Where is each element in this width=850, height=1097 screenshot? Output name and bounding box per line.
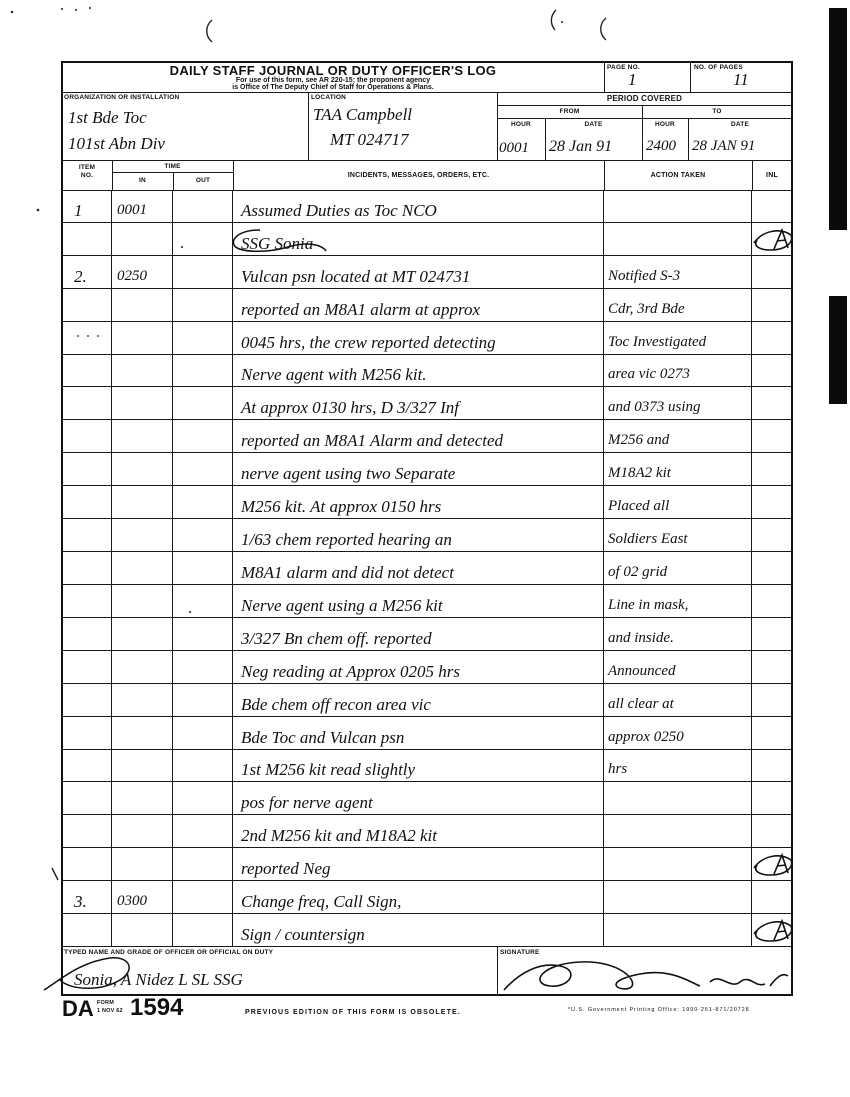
action-taken-cell: Soldiers East xyxy=(604,519,752,551)
incident-text-cell: SSG Sonia xyxy=(233,223,604,255)
action-taken-cell: Notified S-3 xyxy=(604,256,752,288)
time-in-cell xyxy=(112,684,173,716)
time-in-cell xyxy=(112,519,173,551)
initials-cell xyxy=(752,190,792,222)
item-number-cell xyxy=(62,585,112,617)
time-out-cell xyxy=(173,782,233,814)
initials-cell xyxy=(752,717,792,749)
initials-cell xyxy=(752,750,792,782)
location-line-1: TAA Campbell xyxy=(313,105,413,124)
initials-cell xyxy=(752,420,792,452)
incident-text-cell: Bde chem off recon area vic xyxy=(233,684,604,716)
action-taken-cell xyxy=(604,223,752,255)
column-initials-label: INL xyxy=(766,172,778,179)
time-in-cell: 0001 xyxy=(112,190,173,222)
item-number-cell xyxy=(62,618,112,650)
time-out-cell xyxy=(173,717,233,749)
time-in-cell xyxy=(112,815,173,847)
action-taken-cell: of 02 grid xyxy=(604,552,752,584)
location-label: LOCATION xyxy=(311,94,347,101)
incident-text-cell: At approx 0130 hrs, D 3/327 Inf xyxy=(233,387,604,419)
initials-cell xyxy=(752,453,792,485)
to-hour-value: 2400 xyxy=(646,138,676,154)
rule-line xyxy=(690,62,691,92)
form-word: FORM xyxy=(97,1000,114,1006)
action-taken-cell xyxy=(604,190,752,222)
handwritten-loop-mark xyxy=(228,226,328,256)
to-date-label: DATE xyxy=(730,121,749,128)
time-out-cell xyxy=(173,420,233,452)
time-in-cell xyxy=(112,651,173,683)
incident-text-cell: pos for nerve agent xyxy=(233,782,604,814)
from-date-value: 28 Jan 91 xyxy=(549,138,613,155)
column-item-label-2: NO. xyxy=(80,172,94,179)
log-entry-row xyxy=(62,453,792,486)
time-out-cell xyxy=(173,190,233,222)
period-from-label: FROM xyxy=(559,108,580,115)
log-entry-row xyxy=(62,914,792,947)
item-number-cell xyxy=(62,355,112,387)
log-entry-row xyxy=(62,684,792,717)
action-taken-cell: M18A2 kit xyxy=(604,453,752,485)
log-entry-row xyxy=(62,289,792,322)
time-in-cell xyxy=(112,717,173,749)
action-taken-cell: all clear at xyxy=(604,684,752,716)
log-entry-row xyxy=(62,815,792,848)
action-taken-cell: Placed all xyxy=(604,486,752,518)
action-taken-cell xyxy=(604,782,752,814)
log-entry-row xyxy=(62,256,792,289)
obsolete-notice: PREVIOUS EDITION OF THIS FORM IS OBSOLETE. xyxy=(245,1009,461,1016)
incident-text-cell: 3/327 Bn chem off. reported xyxy=(233,618,604,650)
item-number-cell xyxy=(62,717,112,749)
location-line-2: MT 024717 xyxy=(330,130,409,149)
item-number-cell xyxy=(62,750,112,782)
time-in-cell xyxy=(112,355,173,387)
initials-mark xyxy=(752,850,792,878)
item-number-cell xyxy=(62,322,112,354)
time-out-cell xyxy=(173,256,233,288)
log-entry-row xyxy=(62,717,792,750)
time-out-cell xyxy=(173,552,233,584)
log-entry-row xyxy=(62,322,792,355)
item-number-cell xyxy=(62,420,112,452)
scan-edge-bar xyxy=(829,296,847,404)
time-in-cell xyxy=(112,387,173,419)
to-date-value: 28 JAN 91 xyxy=(692,138,756,154)
time-in-cell xyxy=(112,848,173,880)
initials-cell xyxy=(752,519,792,551)
time-out-cell xyxy=(173,651,233,683)
item-number-cell xyxy=(62,387,112,419)
incident-text-cell: 0045 hrs, the crew reported detecting xyxy=(233,322,604,354)
time-out-cell xyxy=(173,387,233,419)
initials-cell xyxy=(752,256,792,288)
log-entry-row xyxy=(62,420,792,453)
item-number-cell xyxy=(62,914,112,946)
rule-line xyxy=(308,92,309,160)
organization-line-2: 101st Abn Div xyxy=(68,134,165,153)
initials-cell xyxy=(752,322,792,354)
time-out-cell xyxy=(173,322,233,354)
period-covered-label: PERIOD COVERED xyxy=(606,94,683,103)
time-in-cell xyxy=(112,322,173,354)
initials-mark xyxy=(752,225,792,253)
action-taken-cell: Line in mask, xyxy=(604,585,752,617)
time-out-cell xyxy=(173,355,233,387)
time-out-cell xyxy=(173,684,233,716)
form-edition-date: 1 NOV 62 xyxy=(97,1008,123,1014)
incident-text-cell: nerve agent using two Separate xyxy=(233,453,604,485)
log-entry-row xyxy=(62,552,792,585)
signature-mark xyxy=(500,952,790,994)
incident-text-cell: Sign / countersign xyxy=(233,914,604,946)
rule-line xyxy=(497,105,792,106)
time-in-cell: 0250 xyxy=(112,256,173,288)
time-in-cell xyxy=(112,750,173,782)
initials-cell xyxy=(752,552,792,584)
initials-cell xyxy=(752,355,792,387)
incident-text-cell: Bde Toc and Vulcan psn xyxy=(233,717,604,749)
incident-text-cell: 2nd M256 kit and M18A2 kit xyxy=(233,815,604,847)
from-hour-value: 0001 xyxy=(499,140,529,156)
initials-cell xyxy=(752,848,792,880)
log-entry-row xyxy=(62,486,792,519)
log-entry-row xyxy=(62,848,792,881)
from-date-label: DATE xyxy=(584,121,603,128)
initials-cell xyxy=(752,881,792,913)
time-out-cell xyxy=(173,848,233,880)
action-taken-cell: Toc Investigated xyxy=(604,322,752,354)
page-no-value: 1 xyxy=(628,70,637,89)
initials-cell xyxy=(752,585,792,617)
time-out-cell xyxy=(173,486,233,518)
log-entry-row xyxy=(62,387,792,420)
action-taken-cell xyxy=(604,815,752,847)
time-out-cell xyxy=(173,914,233,946)
time-out-cell xyxy=(173,453,233,485)
log-entry-row xyxy=(62,585,792,618)
time-out-cell xyxy=(173,881,233,913)
time-out-cell xyxy=(173,618,233,650)
incident-text-cell: M256 kit. At approx 0150 hrs xyxy=(233,486,604,518)
column-time-in-label: IN xyxy=(139,177,146,184)
initials-cell xyxy=(752,387,792,419)
item-number-cell xyxy=(62,289,112,321)
action-taken-cell: hrs xyxy=(604,750,752,782)
time-out-cell xyxy=(173,289,233,321)
log-entries-table xyxy=(62,190,792,947)
form-title: DAILY STAFF JOURNAL OR DUTY OFFICER'S LOG xyxy=(169,63,497,78)
item-number-cell: 2. xyxy=(62,256,112,288)
time-in-cell xyxy=(112,420,173,452)
signature-label: SIGNATURE xyxy=(500,949,540,956)
incident-text-cell: M8A1 alarm and did not detect xyxy=(233,552,604,584)
log-entry-row xyxy=(62,223,792,256)
time-in-cell xyxy=(112,289,173,321)
column-time-label: TIME xyxy=(164,163,181,170)
initials-cell xyxy=(752,914,792,946)
item-number-cell xyxy=(62,223,112,255)
incident-text-cell: 1/63 chem reported hearing an xyxy=(233,519,604,551)
column-time-out-label: OUT xyxy=(195,177,211,184)
initials-cell xyxy=(752,815,792,847)
time-in-cell: 0300 xyxy=(112,881,173,913)
log-entry-row xyxy=(62,355,792,388)
incident-text-cell: Nerve agent using a M256 kit xyxy=(233,585,604,617)
time-in-cell xyxy=(112,618,173,650)
item-number-cell: 1 xyxy=(62,190,112,222)
no-of-pages-value: 11 xyxy=(733,70,749,89)
log-entry-row xyxy=(62,750,792,783)
time-in-cell xyxy=(112,782,173,814)
form-number: 1594 xyxy=(130,994,184,1021)
action-taken-cell xyxy=(604,881,752,913)
initials-cell xyxy=(752,486,792,518)
initials-cell xyxy=(752,223,792,255)
time-out-cell xyxy=(173,223,233,255)
column-incidents-label: INCIDENTS, MESSAGES, ORDERS, ETC. xyxy=(347,172,490,179)
action-taken-cell: Announced xyxy=(604,651,752,683)
time-in-cell xyxy=(112,486,173,518)
item-number-cell xyxy=(62,651,112,683)
incident-text-cell: 1st M256 kit read slightly xyxy=(233,750,604,782)
log-entry-row xyxy=(62,519,792,552)
time-in-cell xyxy=(112,453,173,485)
time-in-cell xyxy=(112,914,173,946)
initials-cell xyxy=(752,618,792,650)
action-taken-cell xyxy=(604,848,752,880)
scan-edge-bar xyxy=(829,8,847,230)
action-taken-cell: and inside. xyxy=(604,618,752,650)
column-item-label: ITEM xyxy=(78,164,96,171)
item-number-cell xyxy=(62,684,112,716)
incident-text-cell: Change freq, Call Sign, xyxy=(233,881,604,913)
log-entry-row xyxy=(62,618,792,651)
form-note-line-1: For use of this form, see AR 220-15; the proponent agency xyxy=(235,77,431,84)
time-in-cell xyxy=(112,552,173,584)
incident-text-cell: reported an M8A1 Alarm and detected xyxy=(233,420,604,452)
initials-cell xyxy=(752,782,792,814)
initials-cell xyxy=(752,684,792,716)
page-no-label: PAGE NO. xyxy=(607,64,640,71)
incident-text-cell: reported Neg xyxy=(233,848,604,880)
log-entry-row xyxy=(62,651,792,684)
log-entry-row xyxy=(62,881,792,914)
time-out-cell xyxy=(173,585,233,617)
item-number-cell: 3. xyxy=(62,881,112,913)
incident-text-cell: Nerve agent with M256 kit. xyxy=(233,355,604,387)
time-out-cell xyxy=(173,519,233,551)
from-hour-label: HOUR xyxy=(511,121,531,128)
rule-line xyxy=(497,118,792,119)
rule-line xyxy=(604,62,605,92)
action-taken-cell: Cdr, 3rd Bde xyxy=(604,289,752,321)
time-out-cell xyxy=(173,750,233,782)
action-taken-cell: and 0373 using xyxy=(604,387,752,419)
action-taken-cell xyxy=(604,914,752,946)
duty-officer-name-label: TYPED NAME AND GRADE OF OFFICER OR OFFICIAL ON DUTY xyxy=(64,949,274,956)
time-out-cell xyxy=(173,815,233,847)
item-number-cell xyxy=(62,453,112,485)
printing-office-line: *U.S. Government Printing Office: 1990-261-871/20728 xyxy=(568,1007,750,1013)
rule-line xyxy=(62,92,792,93)
log-entry-row xyxy=(62,190,792,223)
form-note-line-2: is Office of The Deputy Chief of Staff for Operations & Plans. xyxy=(232,84,434,91)
incident-text-cell: reported an M8A1 alarm at approx xyxy=(233,289,604,321)
period-to-label: TO xyxy=(712,108,722,115)
to-hour-label: HOUR xyxy=(655,121,675,128)
rule-line xyxy=(62,160,792,161)
item-number-cell xyxy=(62,486,112,518)
no-of-pages-label: NO. OF PAGES xyxy=(694,64,743,71)
column-action-label: ACTION TAKEN xyxy=(650,172,706,179)
item-number-cell xyxy=(62,815,112,847)
organization-line-1: 1st Bde Toc xyxy=(68,108,147,127)
initials-cell xyxy=(752,289,792,321)
item-number-cell xyxy=(62,519,112,551)
action-taken-cell: M256 and xyxy=(604,420,752,452)
log-entry-row xyxy=(62,782,792,815)
organization-label: ORGANIZATION OR INSTALLATION xyxy=(64,94,180,101)
name-loop-mark xyxy=(40,950,140,996)
form-prefix: DA xyxy=(62,996,94,1021)
incident-text-cell: Neg reading at Approx 0205 hrs xyxy=(233,651,604,683)
time-in-cell xyxy=(112,585,173,617)
item-number-cell xyxy=(62,552,112,584)
item-number-cell xyxy=(62,848,112,880)
duty-officer-name-value: Sonia, A Nidez L SL SSG xyxy=(74,970,243,989)
initials-mark xyxy=(752,916,792,944)
item-number-cell xyxy=(62,782,112,814)
time-in-cell xyxy=(112,223,173,255)
rule-line xyxy=(497,947,498,996)
action-taken-cell: area vic 0273 xyxy=(604,355,752,387)
initials-cell xyxy=(752,651,792,683)
incident-text-cell: Assumed Duties as Toc NCO xyxy=(233,190,604,222)
incident-text-cell: Vulcan psn located at MT 024731 xyxy=(233,256,604,288)
action-taken-cell: approx 0250 xyxy=(604,717,752,749)
